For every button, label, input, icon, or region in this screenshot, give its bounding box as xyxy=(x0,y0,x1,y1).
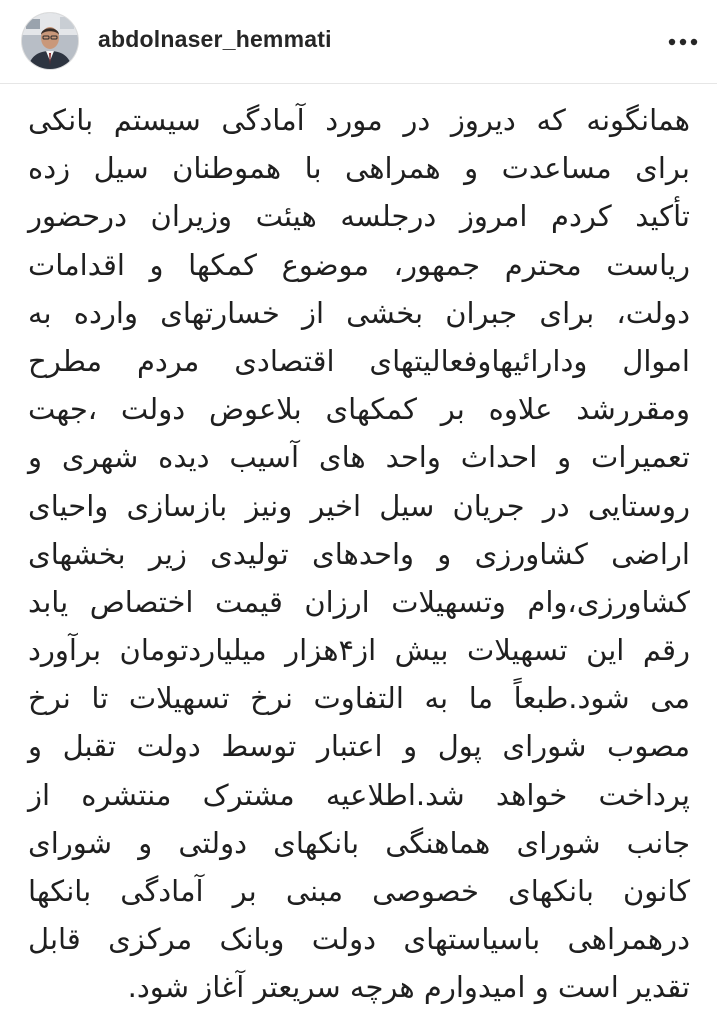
caption-line: می شود.طبعاً ما به التفاوت نرخ تسهیلات تا نرخ xyxy=(28,681,690,716)
caption-line: کانون بانکهای خصوصی مبنی بر آمادگی بانکها xyxy=(28,874,690,908)
caption-line: برای مساعدت و همراهی با هموطنان سیل زده xyxy=(28,151,690,186)
profile-photo-icon xyxy=(22,13,78,69)
caption-line: تأکید کردم امروز درجلسه هیئت وزیران درحضور xyxy=(28,199,690,234)
caption-line: ومقررشد علاوه بر کمکهای بلاعوض دولت ،جهت xyxy=(28,392,690,427)
caption-line: مصوب شورای پول و اعتبار توسط دولت تقبل و xyxy=(28,729,690,764)
more-options-button[interactable] xyxy=(663,26,703,58)
caption-line: رقم این تسهیلات بیش از۴هزار میلیاردتومان برآورد xyxy=(28,633,690,668)
caption-line: کشاورزی،وام وتسهیلات ارزان قیمت اختصاص یابد xyxy=(28,584,690,619)
caption-line: اموال ودارائیهاوفعالیتهای اقتصادی مردم مطرح xyxy=(28,343,690,378)
caption-line: دولت، برای جبران بخشی از خسارتهای وارده به xyxy=(28,295,690,330)
avatar[interactable] xyxy=(22,13,78,69)
caption-line: همانگونه که دیروز در مورد آمادگی سیستم بانکی xyxy=(28,103,690,137)
caption-line: اراضی کشاورزی و واحدهای تولیدی زیر بخشهای xyxy=(28,536,690,571)
caption-line: جانب شورای هماهنگی بانکهای دولتی و شورای xyxy=(28,825,690,860)
post-header xyxy=(0,0,717,84)
caption-line: درهمراهی باسیاستهای دولت وبانک مرکزی قابل xyxy=(28,922,690,957)
caption-line: ریاست محترم جمهور، موضوع کمکها و اقدامات xyxy=(28,247,690,282)
post-caption xyxy=(28,96,690,1012)
caption-line: تعمیرات و احداث واحد های آسیب دیده شهری و xyxy=(28,440,690,475)
caption-line: پرداخت خواهد شد.اطلاعیه مشترک منتشره از xyxy=(28,777,690,812)
more-horizontal-icon xyxy=(663,26,703,58)
caption-line: تقدیر است و امیدوارم هرچه سریعتر آغاز شود. xyxy=(127,970,690,1005)
caption-line: روستایی در جریان سیل اخیر ونیز بازسازی واحیای xyxy=(28,488,690,523)
username[interactable]: abdolnaser_hemmati xyxy=(98,26,332,52)
